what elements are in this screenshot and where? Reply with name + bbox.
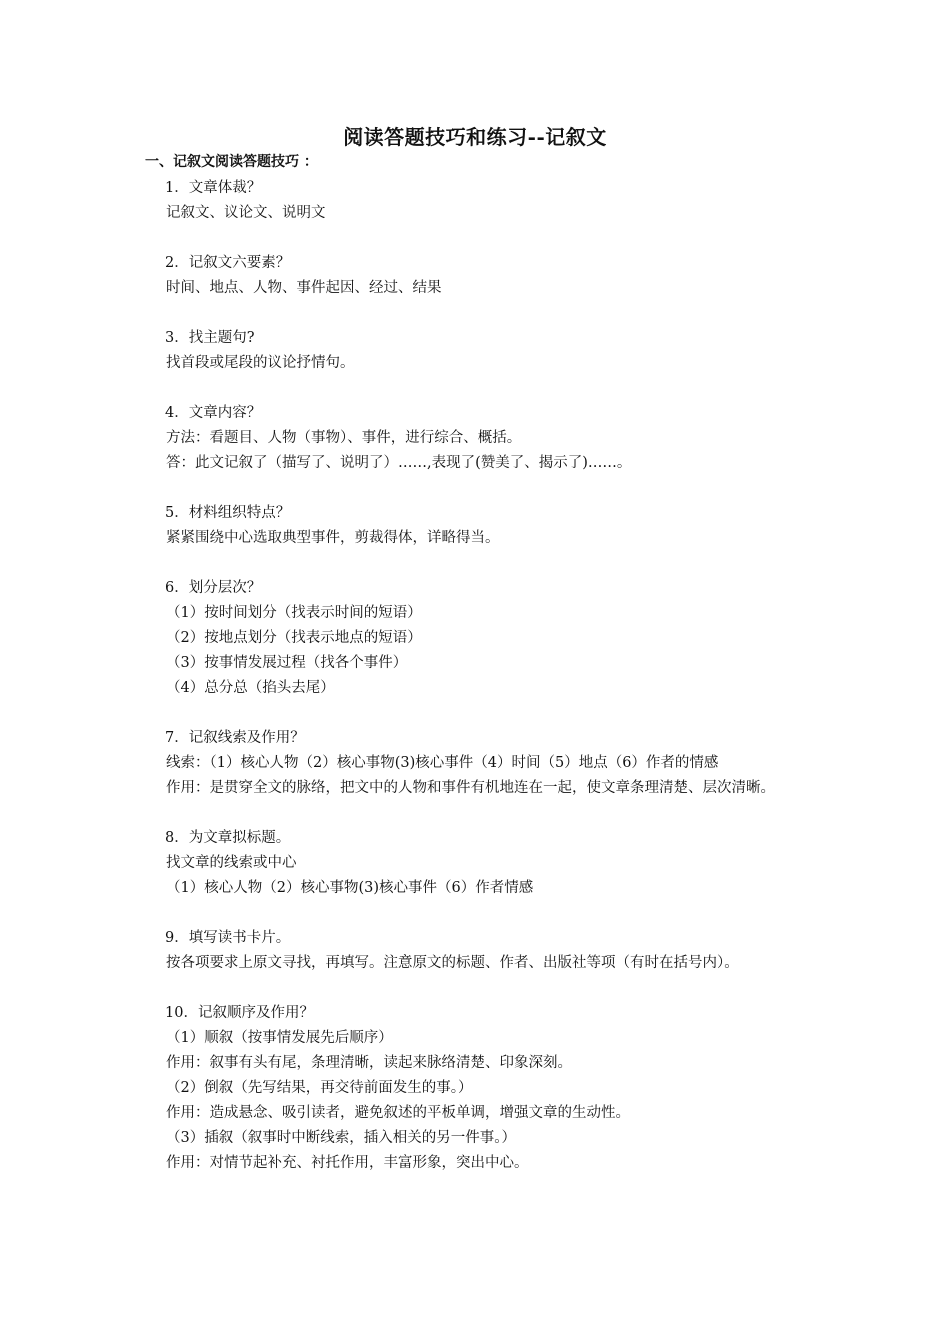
answer-line: 作用：造成悬念、吸引读者，避免叙述的平板单调，增强文章的生动性。 (166, 1105, 630, 1121)
answer-line: 找首段或尾段的议论抒情句。 (166, 355, 355, 371)
section-heading: 一、记叙文阅读答题技巧 ： (145, 154, 318, 170)
answer-paragraph: 作用：是贯穿全文的脉络，把文中的人物和事件有机地连在一起，使文章条理清楚、层次清晰。 (166, 780, 775, 796)
spacer (145, 376, 815, 401)
answer-line: （1）核心人物（2）核心事物(3)核心事件（6）作者情感 (166, 880, 534, 896)
answer-line: 找文章的线索或中心 (166, 855, 297, 871)
spacer (145, 226, 815, 251)
question-line: 7．记叙线索及作用？ (165, 730, 305, 746)
question-line: 10．记叙顺序及作用？ (165, 1005, 314, 1021)
answer-line: （3）按事情发展过程（找各个事件） (166, 655, 408, 671)
question-line: 1．文章体裁？ (165, 180, 262, 196)
answer-line: 作用：对情节起补充、衬托作用，丰富形象，突出中心。 (166, 1155, 529, 1171)
question-line: 6．划分层次？ (165, 580, 262, 596)
question-line: 5．材料组织特点？ (165, 505, 291, 521)
answer-line: 记叙文、议论文、说明文 (166, 205, 326, 221)
answer-line: 紧紧围绕中心选取典型事件，剪裁得体，详略得当。 (166, 530, 500, 546)
question-line: 8．为文章拟标题。 (165, 830, 291, 846)
spacer (145, 801, 815, 826)
spacer (145, 551, 815, 576)
answer-line: （1）按时间划分（找表示时间的短语） (166, 605, 422, 621)
answer-line: 线索：（1）核心人物（2）核心事物(3)核心事件（4）时间（5）地点（6）作者的情感 (166, 755, 719, 771)
document-body (145, 176, 815, 1176)
question-line: 3．找主题句? (165, 330, 255, 346)
answer-line: （3）插叙（叙事时中断线索，插入相关的另一件事。） (166, 1130, 516, 1146)
spacer (145, 901, 815, 926)
spacer (145, 476, 815, 501)
answer-line: 作用：叙事有头有尾，条理清晰，读起来脉络清楚、印象深刻。 (166, 1055, 572, 1071)
answer-line: 方法：看题目、人物（事物）、事件，进行综合、概括。 (166, 430, 522, 446)
answer-line: （1）顺叙（按事情发展先后顺序） (166, 1030, 393, 1046)
answer-line: 时间、地点、人物、事件起因、经过、结果 (166, 280, 442, 296)
answer-line: 按各项要求上原文寻找，再填写。注意原文的标题、作者、出版社等项（有时在括号内）。 (166, 955, 739, 971)
question-line: 9．填写读书卡片。 (165, 930, 291, 946)
question-line: 4．文章内容？ (165, 405, 262, 421)
spacer (145, 301, 815, 326)
answer-line: （2）倒叙（先写结果，再交待前面发生的事。） (166, 1080, 473, 1096)
answer-line: （2）按地点划分（找表示地点的短语） (166, 630, 422, 646)
question-line: 2．记叙文六要素？ (165, 255, 291, 271)
answer-line: （4）总分总（掐头去尾） (166, 680, 335, 696)
document-title: 阅读答题技巧和练习--记叙文 (343, 125, 607, 149)
spacer (145, 701, 815, 726)
spacer (145, 976, 815, 1001)
answer-line: 答：此文记叙了（描写了、说明了）……,表现了(赞美了、揭示了)……。 (166, 455, 632, 471)
